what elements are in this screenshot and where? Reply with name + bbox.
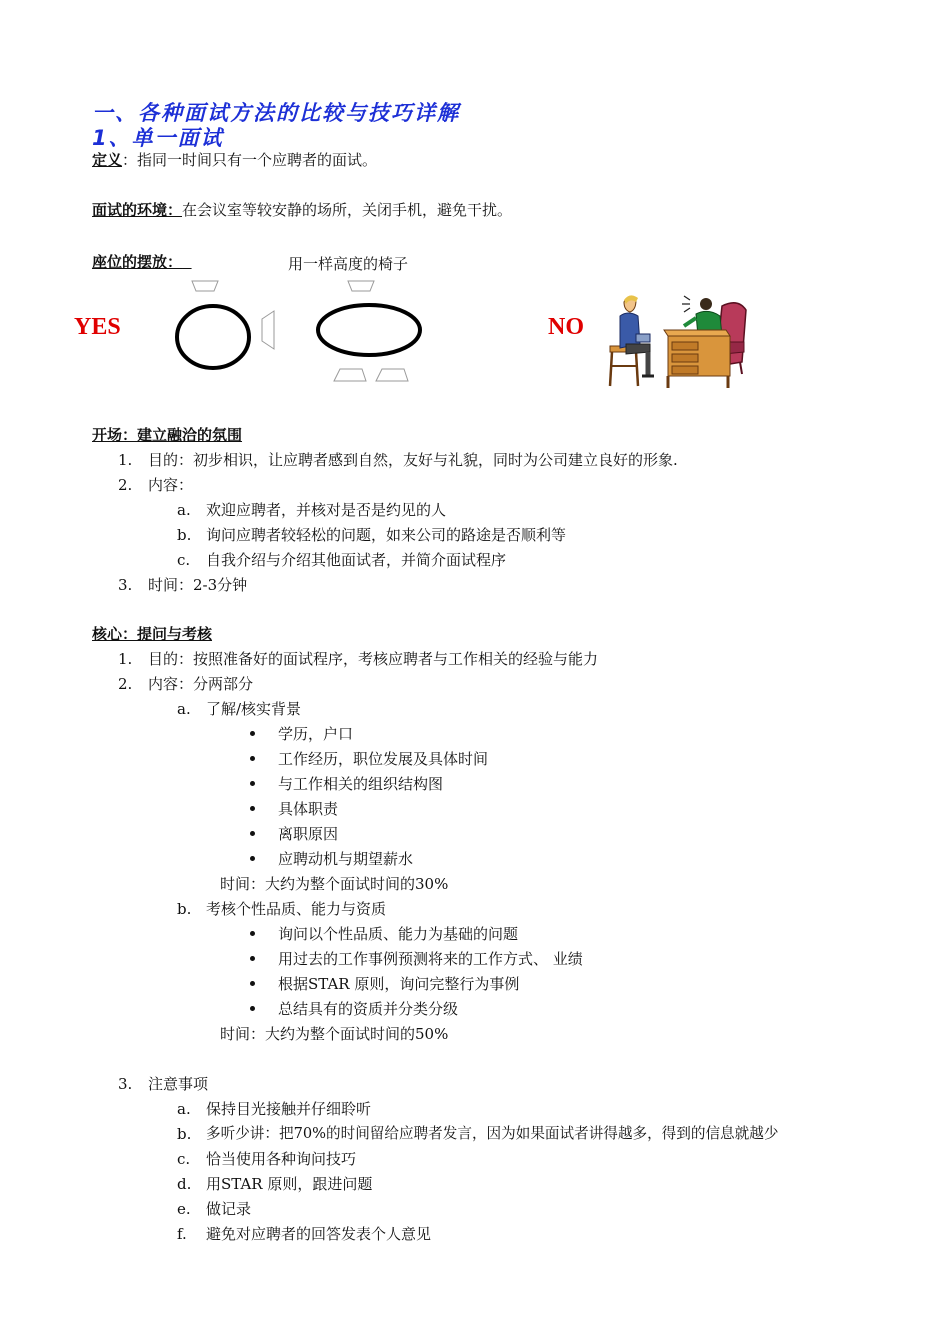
bullet-dot	[250, 806, 255, 811]
bullet-item: 用过去的工作事例预测将来的工作方式、 业绩	[278, 950, 583, 968]
list-item: 保持目光接触并仔细聆听	[206, 1100, 372, 1118]
list-number: 2.	[118, 476, 133, 494]
list-item: 内容：分两部分	[148, 675, 254, 693]
list-item: 目的：初步相识，让应聘者感到自然，友好与礼貌，同时为公司建立良好的形象.	[148, 451, 678, 469]
chair-note: 用一样高度的椅子	[288, 255, 409, 273]
core-heading: 核心：提问与考核	[92, 625, 213, 643]
list-number: 1.	[118, 451, 133, 469]
definition-line	[92, 150, 377, 170]
bullet-item: 具体职责	[278, 800, 339, 818]
list-item: 内容：	[148, 476, 194, 494]
list-item: 用STAR 原则，跟进问题	[206, 1175, 373, 1193]
list-number: 1.	[118, 650, 133, 668]
opening-heading: 开场：建立融洽的氛围	[92, 426, 243, 444]
time-note-b: 时间：大约为整个面试时间的50%	[220, 1025, 449, 1043]
interview-clipart	[606, 292, 754, 390]
time-note-a: 时间：大约为整个面试时间的30%	[220, 875, 449, 893]
definition-label: 定义	[92, 151, 123, 169]
seating-label: 座位的摆放：	[92, 253, 183, 271]
list-item: 目的：按照准备好的面试程序，考核应聘者与工作相关的经验与能力	[148, 650, 599, 668]
list-item: 询问应聘者较轻松的问题，如来公司的路途是否顺利等	[206, 526, 567, 544]
list-letter: a.	[177, 1100, 191, 1118]
bullet-item: 离职原因	[278, 825, 339, 843]
list-letter: c.	[177, 1150, 191, 1168]
oval-table-yes	[318, 305, 420, 355]
list-item: 做记录	[206, 1200, 252, 1218]
list-number: 3.	[118, 1075, 133, 1093]
list-letter: e.	[177, 1200, 191, 1218]
chair-bottom-1	[334, 369, 366, 381]
bullet-dot	[250, 731, 255, 736]
section-subtitle: 1、单一面试	[92, 126, 224, 150]
list-item: 了解/核实背景	[206, 700, 302, 718]
list-item: 恰当使用各种询问技巧	[206, 1150, 357, 1168]
bullet-item: 应聘动机与期望薪水	[278, 850, 414, 868]
definition-colon: ：	[122, 151, 138, 169]
list-letter: a.	[177, 700, 191, 718]
list-item: 时间：2-3分钟	[148, 576, 248, 594]
bullet-dot	[250, 831, 255, 836]
chair-side	[262, 311, 274, 349]
bullet-dot	[250, 781, 255, 786]
bullet-item: 询问以个性品质、能力为基础的问题	[278, 925, 519, 943]
bullet-dot	[250, 856, 255, 861]
list-item: 多听少讲：把70%的时间留给应聘者发言，因为如果面试者讲得越多，得到的信息就越少	[206, 1125, 779, 1142]
bullet-dot	[250, 981, 255, 986]
list-item: 欢迎应聘者，并核对是否是约见的人	[206, 501, 447, 519]
bullet-dot	[250, 1006, 255, 1011]
chair-bottom-2	[376, 369, 408, 381]
page-title: 一、各种面试方法的比较与技巧详解	[92, 101, 460, 125]
environment-label: 面试的环境：	[92, 201, 183, 219]
list-letter: b.	[177, 900, 192, 918]
list-letter: a.	[177, 501, 191, 519]
list-letter: b.	[177, 526, 192, 544]
bullet-dot	[250, 931, 255, 936]
list-letter: d.	[177, 1175, 192, 1193]
definition-text: 指同一时间只有一个应聘者的面试。	[137, 151, 378, 169]
environment-line	[92, 200, 512, 220]
list-item: 考核个性品质、能力与资质	[206, 900, 387, 918]
list-item: 自我介绍与介绍其他面试者，并简介面试程序	[206, 551, 507, 569]
chair-top-left	[192, 281, 218, 291]
seating-diagram	[170, 275, 440, 390]
bullet-dot	[250, 956, 255, 961]
bullet-dot	[250, 756, 255, 761]
round-table-yes	[177, 306, 249, 368]
bullet-item: 根据STAR 原则，询问完整行为事例	[278, 975, 520, 993]
list-number: 3.	[118, 576, 133, 594]
list-item: 注意事项	[148, 1075, 209, 1093]
list-number: 2.	[118, 675, 133, 693]
list-letter: c.	[177, 551, 191, 569]
yes-label: YES	[74, 314, 121, 340]
bullet-item: 与工作相关的组织结构图	[278, 775, 444, 793]
bullet-item: 学历，户口	[278, 725, 354, 743]
list-item: 避免对应聘者的回答发表个人意见	[206, 1225, 432, 1243]
list-letter: f.	[177, 1225, 187, 1243]
environment-text: 在会议室等较安静的场所，关闭手机，避免干扰。	[182, 201, 513, 219]
list-letter: b.	[177, 1125, 192, 1143]
bullet-item: 总结具有的资质并分类分级	[278, 1000, 459, 1018]
bullet-item: 工作经历，职位发展及具体时间	[278, 750, 489, 768]
no-label: NO	[548, 314, 584, 340]
chair-top-right	[348, 281, 374, 291]
